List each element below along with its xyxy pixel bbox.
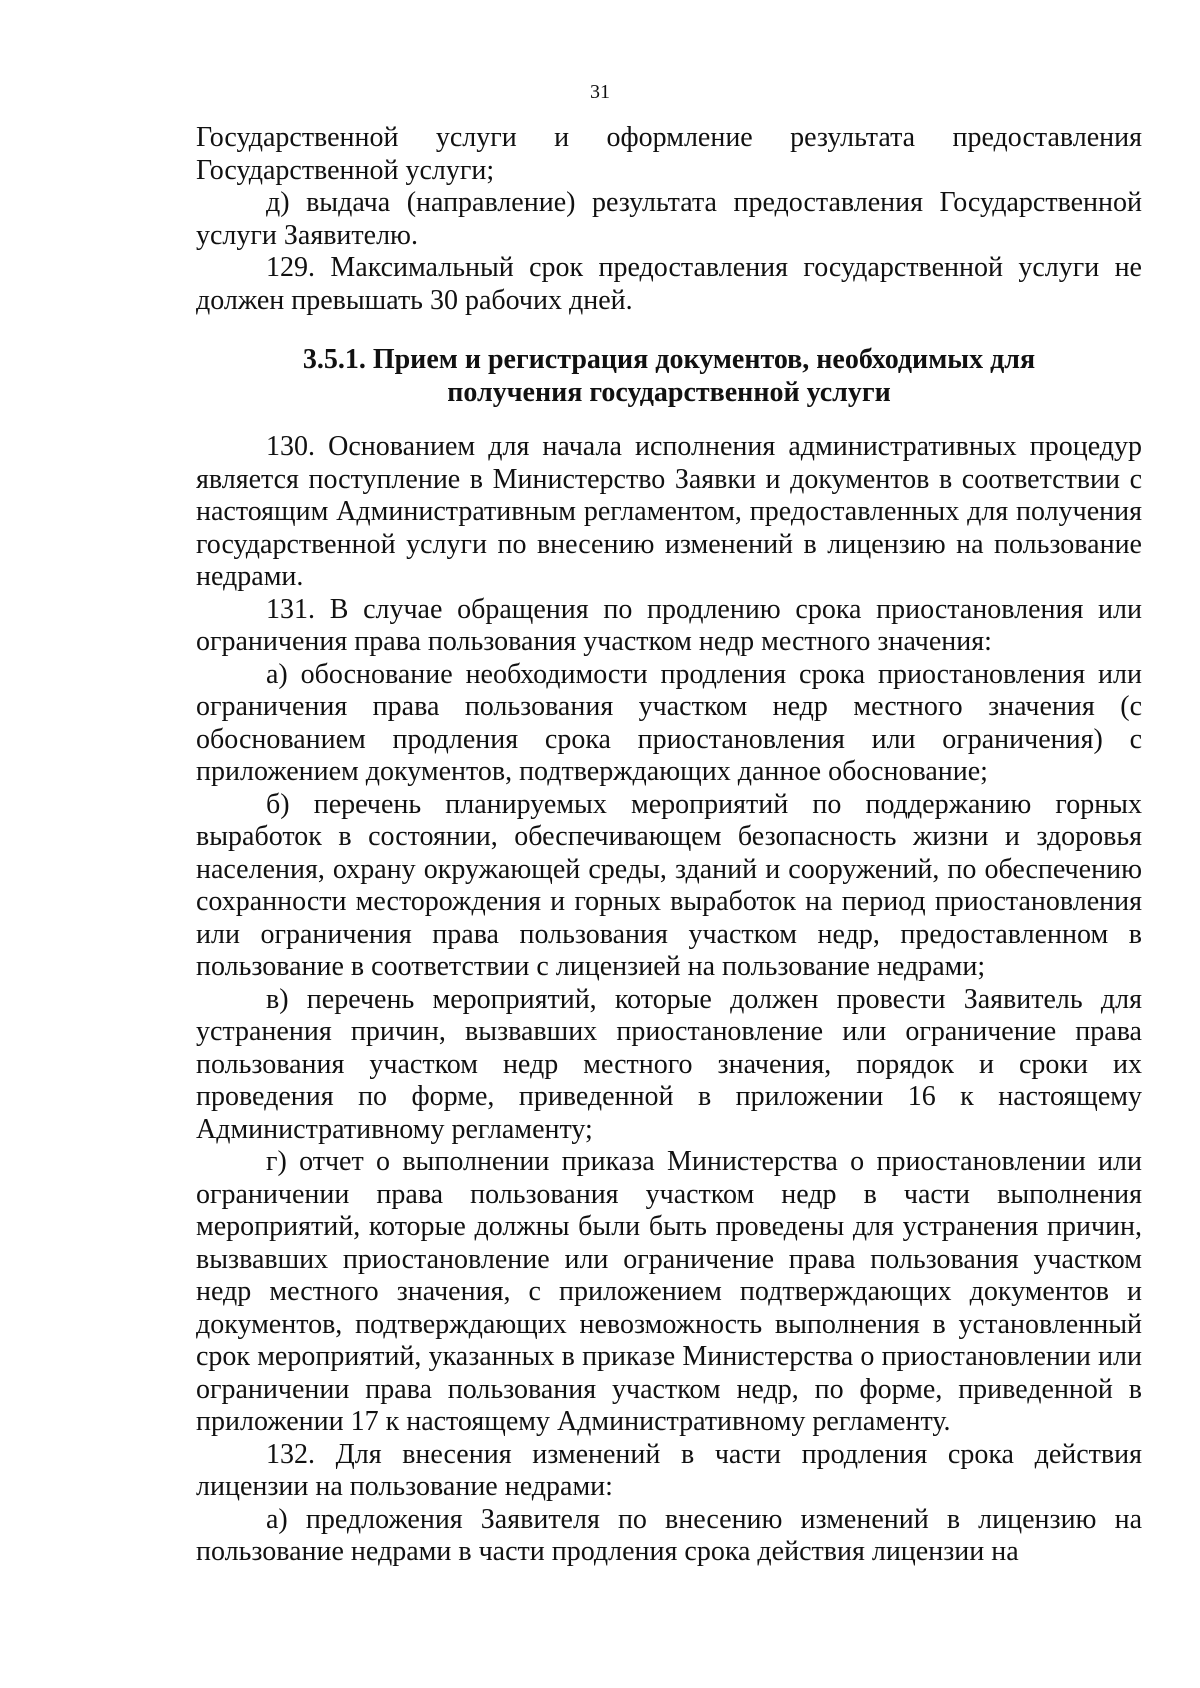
document-body	[196, 122, 1142, 1569]
paragraph-131: 131. В случае обращения по продлению срока приостановления или ограничения права пользования участком недр местного значения:	[196, 593, 1142, 657]
paragraph-131-v: в) перечень мероприятий, которые должен провести Заявитель для устранения причин, вызвавших приостановление или ограничение права пользования участком недр местного значения, порядок и сроки их проведения по форме, приведенной в приложении 16 к настоящему Административному регламенту;	[196, 983, 1142, 1145]
paragraph-item-d: д) выдача (направление) результата предоставления Государственной услуги Заявителю.	[196, 187, 1142, 251]
paragraph-continuation: Государственной услуги и оформление результата предоставления Государственной услуги;	[196, 122, 1142, 186]
page-number: 31	[590, 81, 610, 103]
paragraph-129: 129. Максимальный срок предоставления государственной услуги не должен превышать 30 рабочих дней.	[196, 252, 1142, 316]
section-heading-line-1: 3.5.1. Прием и регистрация документов, необходимых для	[302, 344, 1036, 375]
section-heading-line-2: получения государственной услуги	[447, 377, 891, 408]
paragraph-131-a: а) обоснование необходимости продления срока приостановления или ограничения права пользования участком недр местного значения (с обоснованием продления срока приостановления или ограничения) с приложением документов, подтверждающих данное обоснование;	[196, 658, 1142, 787]
paragraph-130: 130. Основанием для начала исполнения административных процедур является поступление в Министерство Заявки и документов в соответствии с настоящим Административным регламентом, предоставленных для получения государственной услуги по внесению изменений в лицензию на пользование недрами.	[196, 431, 1142, 592]
paragraph-132-a: а) предложения Заявителя по внесению изменений в лицензию на пользование недрами в части продления срока действия лицензии на	[196, 1503, 1142, 1567]
section-heading	[196, 343, 1142, 409]
paragraph-131-g: г) отчет о выполнении приказа Министерства о приостановлении или ограничении права пользования участком недр в части выполнения мероприятий, которые должны были быть проведены для устранения причин, вызвавших приостановление или ограничение права пользования участком недр местного значения, с приложением подтверждающих документов и документов, подтверждающих невозможность выполнения в установленный срок мероприятий, указанных в приказе Министерства о приостановлении или ограничении права пользования участком недр, по форме, приведенной в приложении 17 к настоящему Административному регламенту.	[196, 1146, 1142, 1437]
paragraph-132: 132. Для внесения изменений в части продления срока действия лицензии на пользование недрами:	[196, 1438, 1142, 1502]
paragraph-131-b: б) перечень планируемых мероприятий по поддержанию горных выработок в состоянии, обеспечивающем безопасность жизни и здоровья населения, охрану окружающей среды, зданий и сооружений, по обеспечению сохранности месторождения и горных выработок на период приостановления или ограничения права пользования участком недр, предоставленном в пользование в соответствии с лицензией на пользование недрами;	[196, 788, 1142, 982]
